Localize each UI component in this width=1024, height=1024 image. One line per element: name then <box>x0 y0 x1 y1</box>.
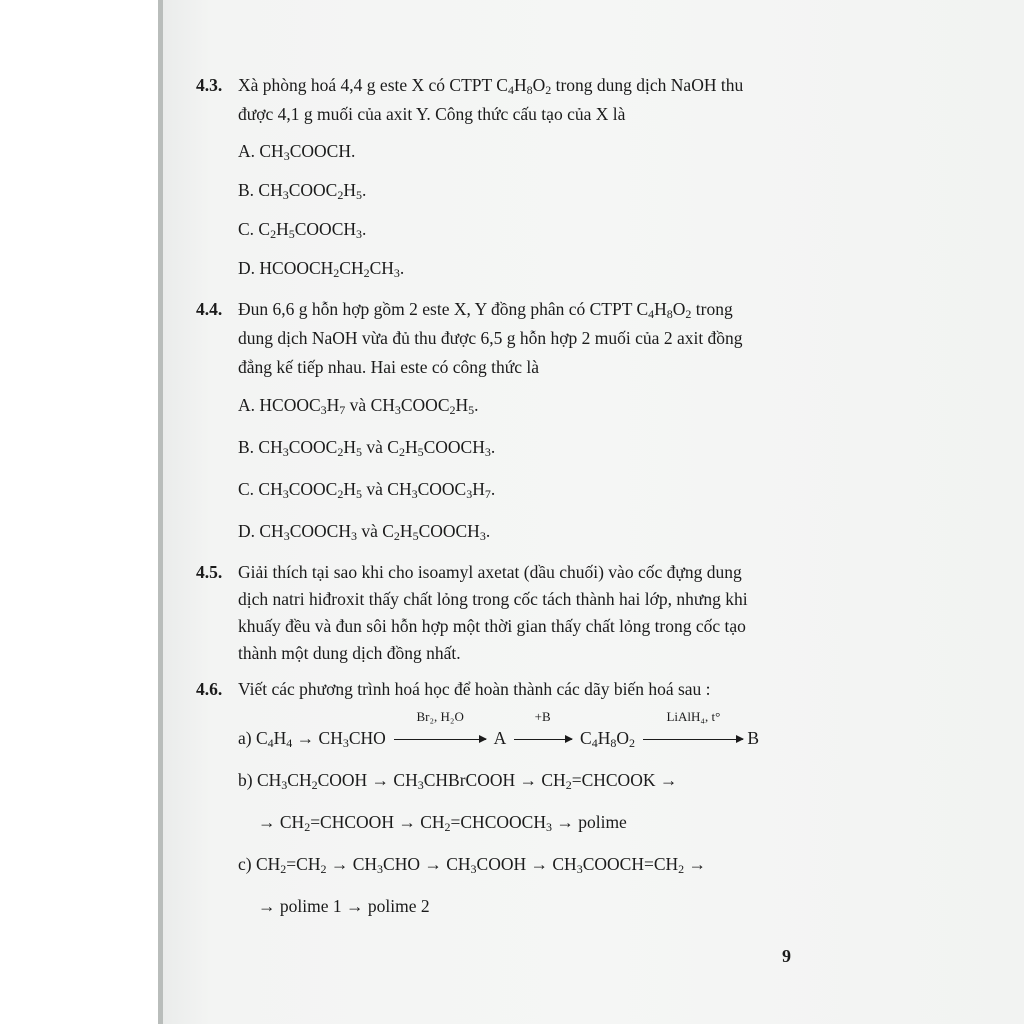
text-run: COOH → CH <box>476 854 577 874</box>
page-number: 9 <box>782 946 791 966</box>
subscript: 3 <box>320 403 327 417</box>
text-run: B. CH <box>238 437 283 457</box>
subscript: 3 <box>466 487 473 501</box>
problem-number: 4.3. <box>196 75 223 95</box>
subscript: 5 <box>412 529 419 543</box>
compound-b: B <box>747 728 760 748</box>
text-run: COOCH <box>289 521 351 541</box>
subscript: 3 <box>356 227 363 241</box>
scheme-c-line-1 <box>238 852 816 877</box>
subscript: 3 <box>484 445 491 459</box>
text-run: A. CH <box>238 141 284 161</box>
text-run: D. HCOOCH <box>238 258 334 278</box>
reaction-arrow <box>643 709 743 751</box>
text-run: CH <box>339 258 364 278</box>
problem-number: 4.5. <box>196 562 223 582</box>
subscript: 3 <box>545 820 552 834</box>
option-b <box>238 178 816 203</box>
arrow-label: +B <box>534 709 551 724</box>
problem-4-5 <box>196 560 816 666</box>
subscript: 2 <box>629 736 636 750</box>
text-run: và CH <box>362 479 412 499</box>
compound-text: C <box>580 728 592 748</box>
text-run: Viết các phương trình hoá học để hoàn thành các dãy biến hoá sau : <box>238 679 711 699</box>
option-c <box>238 217 816 242</box>
subscript: 3 <box>283 149 290 163</box>
subscript: 3 <box>282 487 289 501</box>
text-run: và C <box>356 521 394 541</box>
text-run: CH <box>287 770 312 790</box>
text-run: C. C <box>238 219 271 239</box>
problem-text-line <box>238 355 816 380</box>
subscript: 2 <box>280 862 287 876</box>
text-run: H <box>343 437 356 457</box>
subscript: 3 <box>282 445 289 459</box>
problem-text-line <box>238 326 816 351</box>
text-run: → CH <box>326 854 378 874</box>
text-run: O <box>532 75 546 95</box>
text-run: COOCH <box>294 219 357 239</box>
subscript: 8 <box>526 83 533 97</box>
option-d <box>238 519 816 544</box>
text-run: . <box>490 479 496 499</box>
subscript: 3 <box>282 188 289 202</box>
subscript: 2 <box>337 487 344 501</box>
text-run: khuấy đều và đun sôi hỗn hợp một thời gian thấy chất lỏng trong cốc tạo <box>238 616 746 636</box>
subscript: 5 <box>356 487 362 501</box>
compound-text: O <box>616 728 630 748</box>
subscript: 2 <box>337 445 344 459</box>
problem-4-6 <box>196 677 816 919</box>
subscript: 2 <box>565 778 572 792</box>
subscript: 2 <box>393 529 400 543</box>
subscript: 3 <box>576 862 583 876</box>
text-run: O <box>672 299 686 319</box>
problem-4-4 <box>196 297 816 544</box>
arrow-label: Br₂, H₂O <box>416 709 464 724</box>
problem-4-3 <box>196 73 816 281</box>
text-run: . <box>362 180 367 200</box>
text-run: COOCH. <box>289 141 356 161</box>
text-run: và CH <box>345 395 395 415</box>
text-run: H <box>343 479 356 499</box>
text-run: . <box>362 219 367 239</box>
compound-text: H <box>597 728 611 748</box>
subscript: 5 <box>417 445 424 459</box>
text-run: dung dịch NaOH vừa đủ thu được 6,5 g hỗn hợp 2 muối của 2 axit đồng <box>238 328 743 348</box>
text-run: → <box>684 854 707 874</box>
subscript: 2 <box>337 188 344 202</box>
subscript: 5 <box>356 188 362 202</box>
subscript: 3 <box>394 403 401 417</box>
subscript: 2 <box>311 778 318 792</box>
reaction-arrow <box>514 709 572 751</box>
problem-text-line <box>238 297 816 322</box>
text-run: A. HCOOC <box>238 395 321 415</box>
subscript: 8 <box>666 307 673 321</box>
scheme-c-line-2 <box>258 894 816 919</box>
text-run: b) CH <box>238 770 282 790</box>
text-run: H <box>343 180 356 200</box>
text-run: H <box>276 219 289 239</box>
problem-text-line <box>238 73 816 98</box>
text-run: . <box>490 437 496 457</box>
problem-text-line <box>238 102 816 127</box>
text-run: H <box>513 75 527 95</box>
subscript: 3 <box>479 529 486 543</box>
text-run: → CH <box>258 812 305 832</box>
subscript: 3 <box>417 778 424 792</box>
subscript: 2 <box>398 445 405 459</box>
text-run: dịch natri hiđroxit thấy chất lỏng trong cốc tách thành hai lớp, nhưng khi <box>238 589 748 609</box>
subscript: 5 <box>468 403 475 417</box>
compound-a: A <box>493 728 506 748</box>
subscript: 4 <box>591 736 598 750</box>
subscript: 2 <box>320 862 327 876</box>
option-a <box>238 139 816 164</box>
problem-text-line <box>238 587 816 612</box>
text-run: =CHCOOH → CH <box>310 812 445 832</box>
subscript: 2 <box>333 266 340 280</box>
text-run: COOC <box>288 479 338 499</box>
subscript: 3 <box>342 736 349 750</box>
subscript: 3 <box>411 487 418 501</box>
problem-number: 4.6. <box>196 679 223 699</box>
text-run: . <box>399 258 405 278</box>
text-run: COOCH=CH <box>582 854 679 874</box>
subscript: 8 <box>610 736 617 750</box>
problem-text-line <box>238 677 816 702</box>
problem-text-line <box>238 614 816 639</box>
scheme-b-line-2 <box>258 810 816 835</box>
text-run: =CHCOOCH <box>450 812 546 832</box>
subscript: 3 <box>470 862 477 876</box>
text-run: trong <box>691 299 733 319</box>
page-edge <box>158 0 163 1024</box>
text-run: COOC <box>417 479 467 499</box>
subscript: 4 <box>267 736 274 750</box>
text-run: COOCH <box>418 521 480 541</box>
text-run: COOC <box>400 395 450 415</box>
text-run: COOH → CH <box>317 770 418 790</box>
option-a <box>238 393 816 418</box>
subscript: 2 <box>363 266 370 280</box>
subscript: 3 <box>283 529 290 543</box>
scheme-a-text: H <box>273 728 287 748</box>
problem-number: 4.4. <box>196 299 223 319</box>
text-run: đẳng kế tiếp nhau. Hai este có công thức là <box>238 357 540 377</box>
text-run: H <box>654 299 667 319</box>
subscript: 3 <box>393 266 400 280</box>
arrow-label: LiAlH₄, t° <box>666 709 721 724</box>
text-run: và C <box>362 437 399 457</box>
text-run: . <box>474 395 479 415</box>
subscript: 7 <box>484 487 491 501</box>
text-run: CH <box>369 258 394 278</box>
subscript: 4 <box>648 307 655 321</box>
text-run: Giải thích tại sao khi cho isoamyl axetat (dầu chuối) vào cốc đựng dung <box>238 562 742 582</box>
subscript: 5 <box>288 227 295 241</box>
text-run: . <box>485 521 491 541</box>
option-c <box>238 477 816 502</box>
subscript: 2 <box>678 862 685 876</box>
subscript: 4 <box>286 736 293 750</box>
text-run: B. CH <box>238 180 283 200</box>
text-run: Đun 6,6 g hỗn hợp gồm 2 este X, Y đồng phân có CTPT C <box>238 299 649 319</box>
subscript: 3 <box>350 529 357 543</box>
scheme-b-line-1 <box>238 768 816 793</box>
text-run: COOC <box>288 437 338 457</box>
text-run: C. CH <box>238 479 283 499</box>
text-run: H <box>404 437 418 457</box>
scan-margin <box>0 0 158 1024</box>
text-run: =CHCOOK → <box>571 770 678 790</box>
text-run: H <box>472 479 485 499</box>
problem-text-line <box>238 641 816 666</box>
text-run: thành một dung dịch đồng nhất. <box>238 643 461 663</box>
text-run: D. CH <box>238 521 284 541</box>
text-run: COOC <box>288 180 338 200</box>
scheme-a-text: → CH <box>292 728 343 748</box>
text-run: Xà phòng hoá 4,4 g este X có CTPT C <box>238 75 508 95</box>
option-b <box>238 435 816 460</box>
option-d <box>238 256 816 281</box>
text-run: trong dung dịch NaOH thu <box>551 75 744 95</box>
text-run: CHBrCOOH → CH <box>423 770 566 790</box>
scheme-a-text: a) C <box>238 728 268 748</box>
subscript: 3 <box>377 862 384 876</box>
scheme-a-text: CHO <box>348 728 386 748</box>
text-run: H <box>326 395 340 415</box>
text-run: H <box>455 395 469 415</box>
reaction-arrow <box>394 709 486 751</box>
subscript: 2 <box>685 307 692 321</box>
subscript: 2 <box>545 83 552 97</box>
text-run: được 4,1 g muối của axit Y. Công thức cấu tạo của X là <box>238 104 626 124</box>
subscript: 4 <box>507 83 514 97</box>
subscript: 7 <box>339 403 346 417</box>
subscript: 2 <box>304 820 311 834</box>
subscript: 2 <box>270 227 277 241</box>
subscript: 5 <box>356 445 362 459</box>
page-content <box>196 70 816 919</box>
subscript: 3 <box>281 778 288 792</box>
text-run: → polime <box>551 812 627 832</box>
subscript: 2 <box>449 403 456 417</box>
text-run: → polime 1 → polime 2 <box>258 896 430 916</box>
scheme-a <box>238 709 816 751</box>
text-run: H <box>399 521 413 541</box>
subscript: 2 <box>444 820 451 834</box>
text-run: COOCH <box>423 437 485 457</box>
text-run: =CH <box>286 854 321 874</box>
text-run: CHO → CH <box>383 854 471 874</box>
problem-text-line <box>238 560 816 585</box>
text-run: c) CH <box>238 854 281 874</box>
